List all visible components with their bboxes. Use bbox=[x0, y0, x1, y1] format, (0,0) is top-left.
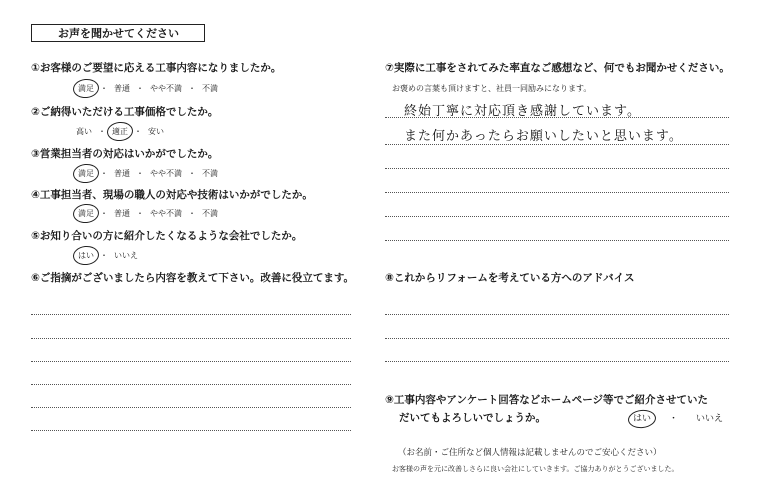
question-7-note: お褒めの言葉も頂けますと、社員一同励みになります。 bbox=[392, 84, 592, 93]
question-7: ⑦実際に工事をされてみた率直なご感想など、何でもお聞かせください。 bbox=[385, 62, 730, 74]
question-8: ⑧これからリフォームを考えている方へのアドバイス bbox=[385, 272, 635, 284]
question-6: ⑥ご指摘がございましたら内容を教えて下さい。改善に役立てます。 bbox=[31, 272, 355, 284]
option-normal[interactable]: 普通 bbox=[114, 84, 130, 93]
question-5: ⑤お知り合いの方に紹介したくなるような会社でしたか。 bbox=[31, 230, 303, 242]
question-7-handwritten-answer-line-2: また何かあったらお願いしたいと思います。 bbox=[404, 129, 683, 144]
question-5-options: はい ・ いいえ bbox=[78, 251, 138, 260]
question-2: ②ご納得いただける工事価格でしたか。 bbox=[31, 106, 219, 118]
question-1: ①お客様のご要望に応える工事内容になりましたか。 bbox=[31, 62, 282, 74]
option-satisfied-selected[interactable]: 満足 bbox=[78, 169, 94, 178]
option-normal[interactable]: 普通 bbox=[114, 209, 130, 218]
answer-line bbox=[31, 314, 351, 315]
answer-line bbox=[385, 117, 729, 118]
question-3-options: 満足 ・ 普通 ・ やや不満 ・ 不満 bbox=[78, 169, 218, 178]
option-somewhat-dissatisfied[interactable]: やや不満 bbox=[150, 169, 182, 178]
question-8-answer-area[interactable] bbox=[385, 290, 729, 380]
answer-line bbox=[31, 384, 351, 385]
question-7-answer-area[interactable] bbox=[385, 95, 729, 245]
option-no[interactable]: いいえ bbox=[696, 414, 724, 424]
option-somewhat-dissatisfied[interactable]: やや不満 bbox=[150, 84, 182, 93]
question-9-line-1: ⑨工事内容やアンケート回答などホームページ等でご紹介させていた bbox=[385, 394, 709, 406]
option-normal[interactable]: 普通 bbox=[114, 169, 130, 178]
option-dissatisfied[interactable]: 不満 bbox=[202, 209, 218, 218]
question-3: ③営業担当者の対応はいかがでしたか。 bbox=[31, 148, 219, 160]
answer-line bbox=[385, 168, 729, 169]
option-expensive[interactable]: 高い bbox=[76, 127, 92, 136]
option-satisfied-selected[interactable]: 満足 bbox=[78, 209, 94, 218]
option-dissatisfied[interactable]: 不満 bbox=[202, 84, 218, 93]
answer-line bbox=[385, 216, 729, 217]
option-satisfied-selected[interactable]: 満足 bbox=[78, 84, 94, 93]
question-2-options: 高い ・ 適正 ・ 安い bbox=[76, 127, 164, 136]
answer-line bbox=[31, 338, 351, 339]
answer-line bbox=[31, 430, 351, 431]
answer-line bbox=[31, 407, 351, 408]
question-7-handwritten-answer-line-1: 終始丁寧に対応頂き感謝しています。 bbox=[404, 104, 641, 119]
option-yes-selected[interactable]: はい bbox=[78, 251, 94, 260]
option-fair-selected[interactable]: 適正 bbox=[112, 127, 128, 136]
option-dissatisfied[interactable]: 不満 bbox=[202, 169, 218, 178]
question-1-options: 満足 ・ 普通 ・ やや不満 ・ 不満 bbox=[78, 84, 218, 93]
option-yes-selected[interactable]: はい bbox=[633, 414, 652, 424]
answer-line bbox=[385, 192, 729, 193]
option-cheap[interactable]: 安い bbox=[148, 127, 164, 136]
answer-line bbox=[31, 361, 351, 362]
option-somewhat-dissatisfied[interactable]: やや不満 bbox=[150, 209, 182, 218]
answer-line bbox=[385, 144, 729, 145]
thank-you-note: お客様の声を元に改善しさらに良い会社にしていきます。ご協力ありがとうございました。 bbox=[392, 465, 679, 473]
question-4-options: 満足 ・ 普通 ・ やや不満 ・ 不満 bbox=[78, 209, 218, 218]
answer-line bbox=[385, 361, 729, 362]
question-6-answer-area[interactable] bbox=[31, 290, 351, 440]
privacy-note: （お名前・ご住所など個人情報は記載しませんのでご安心ください） bbox=[398, 448, 662, 458]
answer-line bbox=[385, 240, 729, 241]
option-no[interactable]: いいえ bbox=[114, 251, 138, 260]
answer-line bbox=[385, 338, 729, 339]
survey-title: お声を聞かせてください bbox=[31, 24, 205, 42]
answer-line bbox=[385, 314, 729, 315]
question-4: ④工事担当者、現場の職人の対応や技術はいかがでしたか。 bbox=[31, 189, 313, 201]
question-9-line-2: だいてもよろしいでしょうか。 bbox=[399, 412, 546, 424]
question-9-options: はい ・ いいえ bbox=[633, 414, 724, 424]
